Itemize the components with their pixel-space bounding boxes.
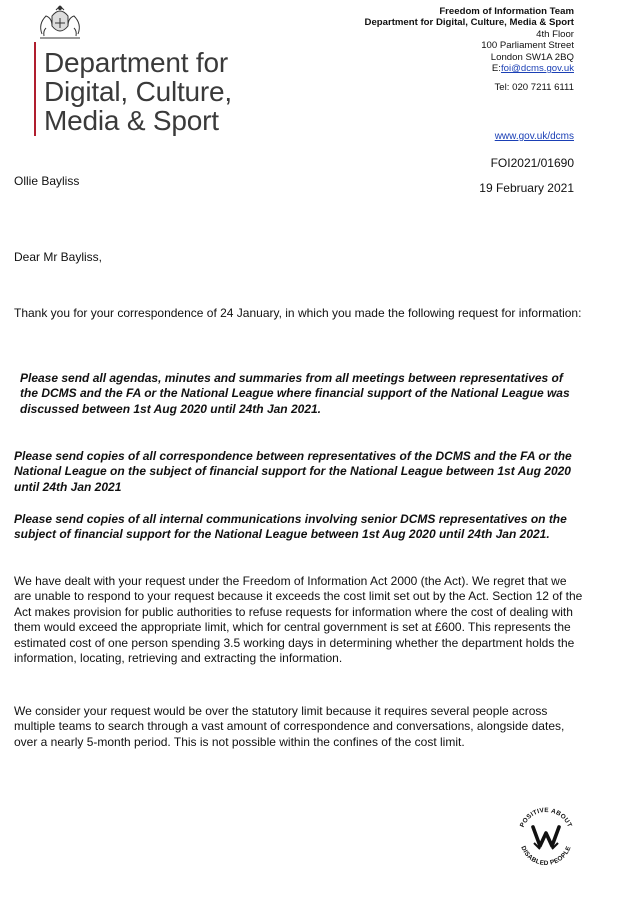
- salutation: Dear Mr Bayliss,: [14, 250, 103, 264]
- address-city: London SW1A 2BQ: [490, 51, 574, 63]
- disability-confident-badge-icon: [513, 803, 579, 869]
- royal-coat-of-arms-icon: [28, 4, 92, 44]
- department-logo-text: [44, 48, 232, 135]
- logo-line-1: Department for: [44, 47, 228, 78]
- logo-divider: [34, 42, 36, 136]
- address-street: 100 Parliament Street: [481, 40, 574, 52]
- address-team: Freedom of Information Team: [439, 6, 574, 17]
- sender-address-block: [365, 6, 574, 94]
- intro-paragraph: Thank you for your correspondence of 24 January, in which you made the following request for information:: [14, 306, 582, 320]
- email-prefix: E:: [491, 63, 501, 75]
- recipient-name: Ollie Bayliss: [14, 174, 80, 188]
- response-paragraph-1: We have dealt with your request under the Freedom of Information Act 2000 (the Act). We regret that we are unable to respond to your request because it exceeds the cost limit set out by the Act. Section 12 of the Act makes provision for public authorities to refuse requests for information where the cost of dealing with them would exceed the appropriate limit, which for central government is set at £600. This represents the estimated cost of one person spending 3.5 working days in determining whether the department holds the information, locating, retrieving and extracting the information.: [14, 574, 583, 666]
- request-item-3: Please send copies of all internal communications involving senior DCMS representatives on the subject of financial support for the National League between 1st Aug 2020 until 24th Jan 2021.: [14, 512, 567, 542]
- logo-line-3: Media & Sport: [44, 105, 219, 136]
- telephone: Tel: 020 7211 6111: [494, 82, 574, 94]
- logo-line-2: Digital, Culture,: [44, 76, 233, 107]
- letter-date: 19 February 2021: [479, 181, 574, 195]
- badge-bottom-text: DISABLED PEOPLE: [519, 845, 573, 868]
- request-item-2: Please send copies of all correspondence between representatives of the DCMS and the FA or the National League on the subject of financial support for the National League between 1st Aug 2020 until 24th Jan 2021: [14, 449, 572, 494]
- address-floor: 4th Floor: [536, 28, 574, 40]
- email-line: [365, 63, 574, 74]
- badge-top-text: POSITIVE ABOUT: [518, 806, 574, 829]
- email-link[interactable]: foi@dcms.gov.uk: [500, 63, 574, 75]
- svg-text:DISABLED PEOPLE: [519, 845, 573, 867]
- website-link[interactable]: www.gov.uk/dcms: [494, 131, 574, 142]
- reference-number: FOI2021/01690: [490, 156, 574, 170]
- address-department: Department for Digital, Culture, Media & Sport: [364, 17, 574, 29]
- response-paragraph-2: We consider your request would be over the statutory limit because it requires several people across multiple teams to search through a vast amount of correspondence and conversations, alongside dates, over a nearly 5-month period. This is not possible within the confines of the cost limit.: [14, 704, 565, 749]
- svg-text:POSITIVE ABOUT: [519, 807, 573, 829]
- request-item-1: Please send all agendas, minutes and summaries from all meetings between representatives of the DCMS and the FA or the National League where financial support of the National League was discussed between 1st Aug 2020 until 24th Jan 2021.: [20, 371, 570, 416]
